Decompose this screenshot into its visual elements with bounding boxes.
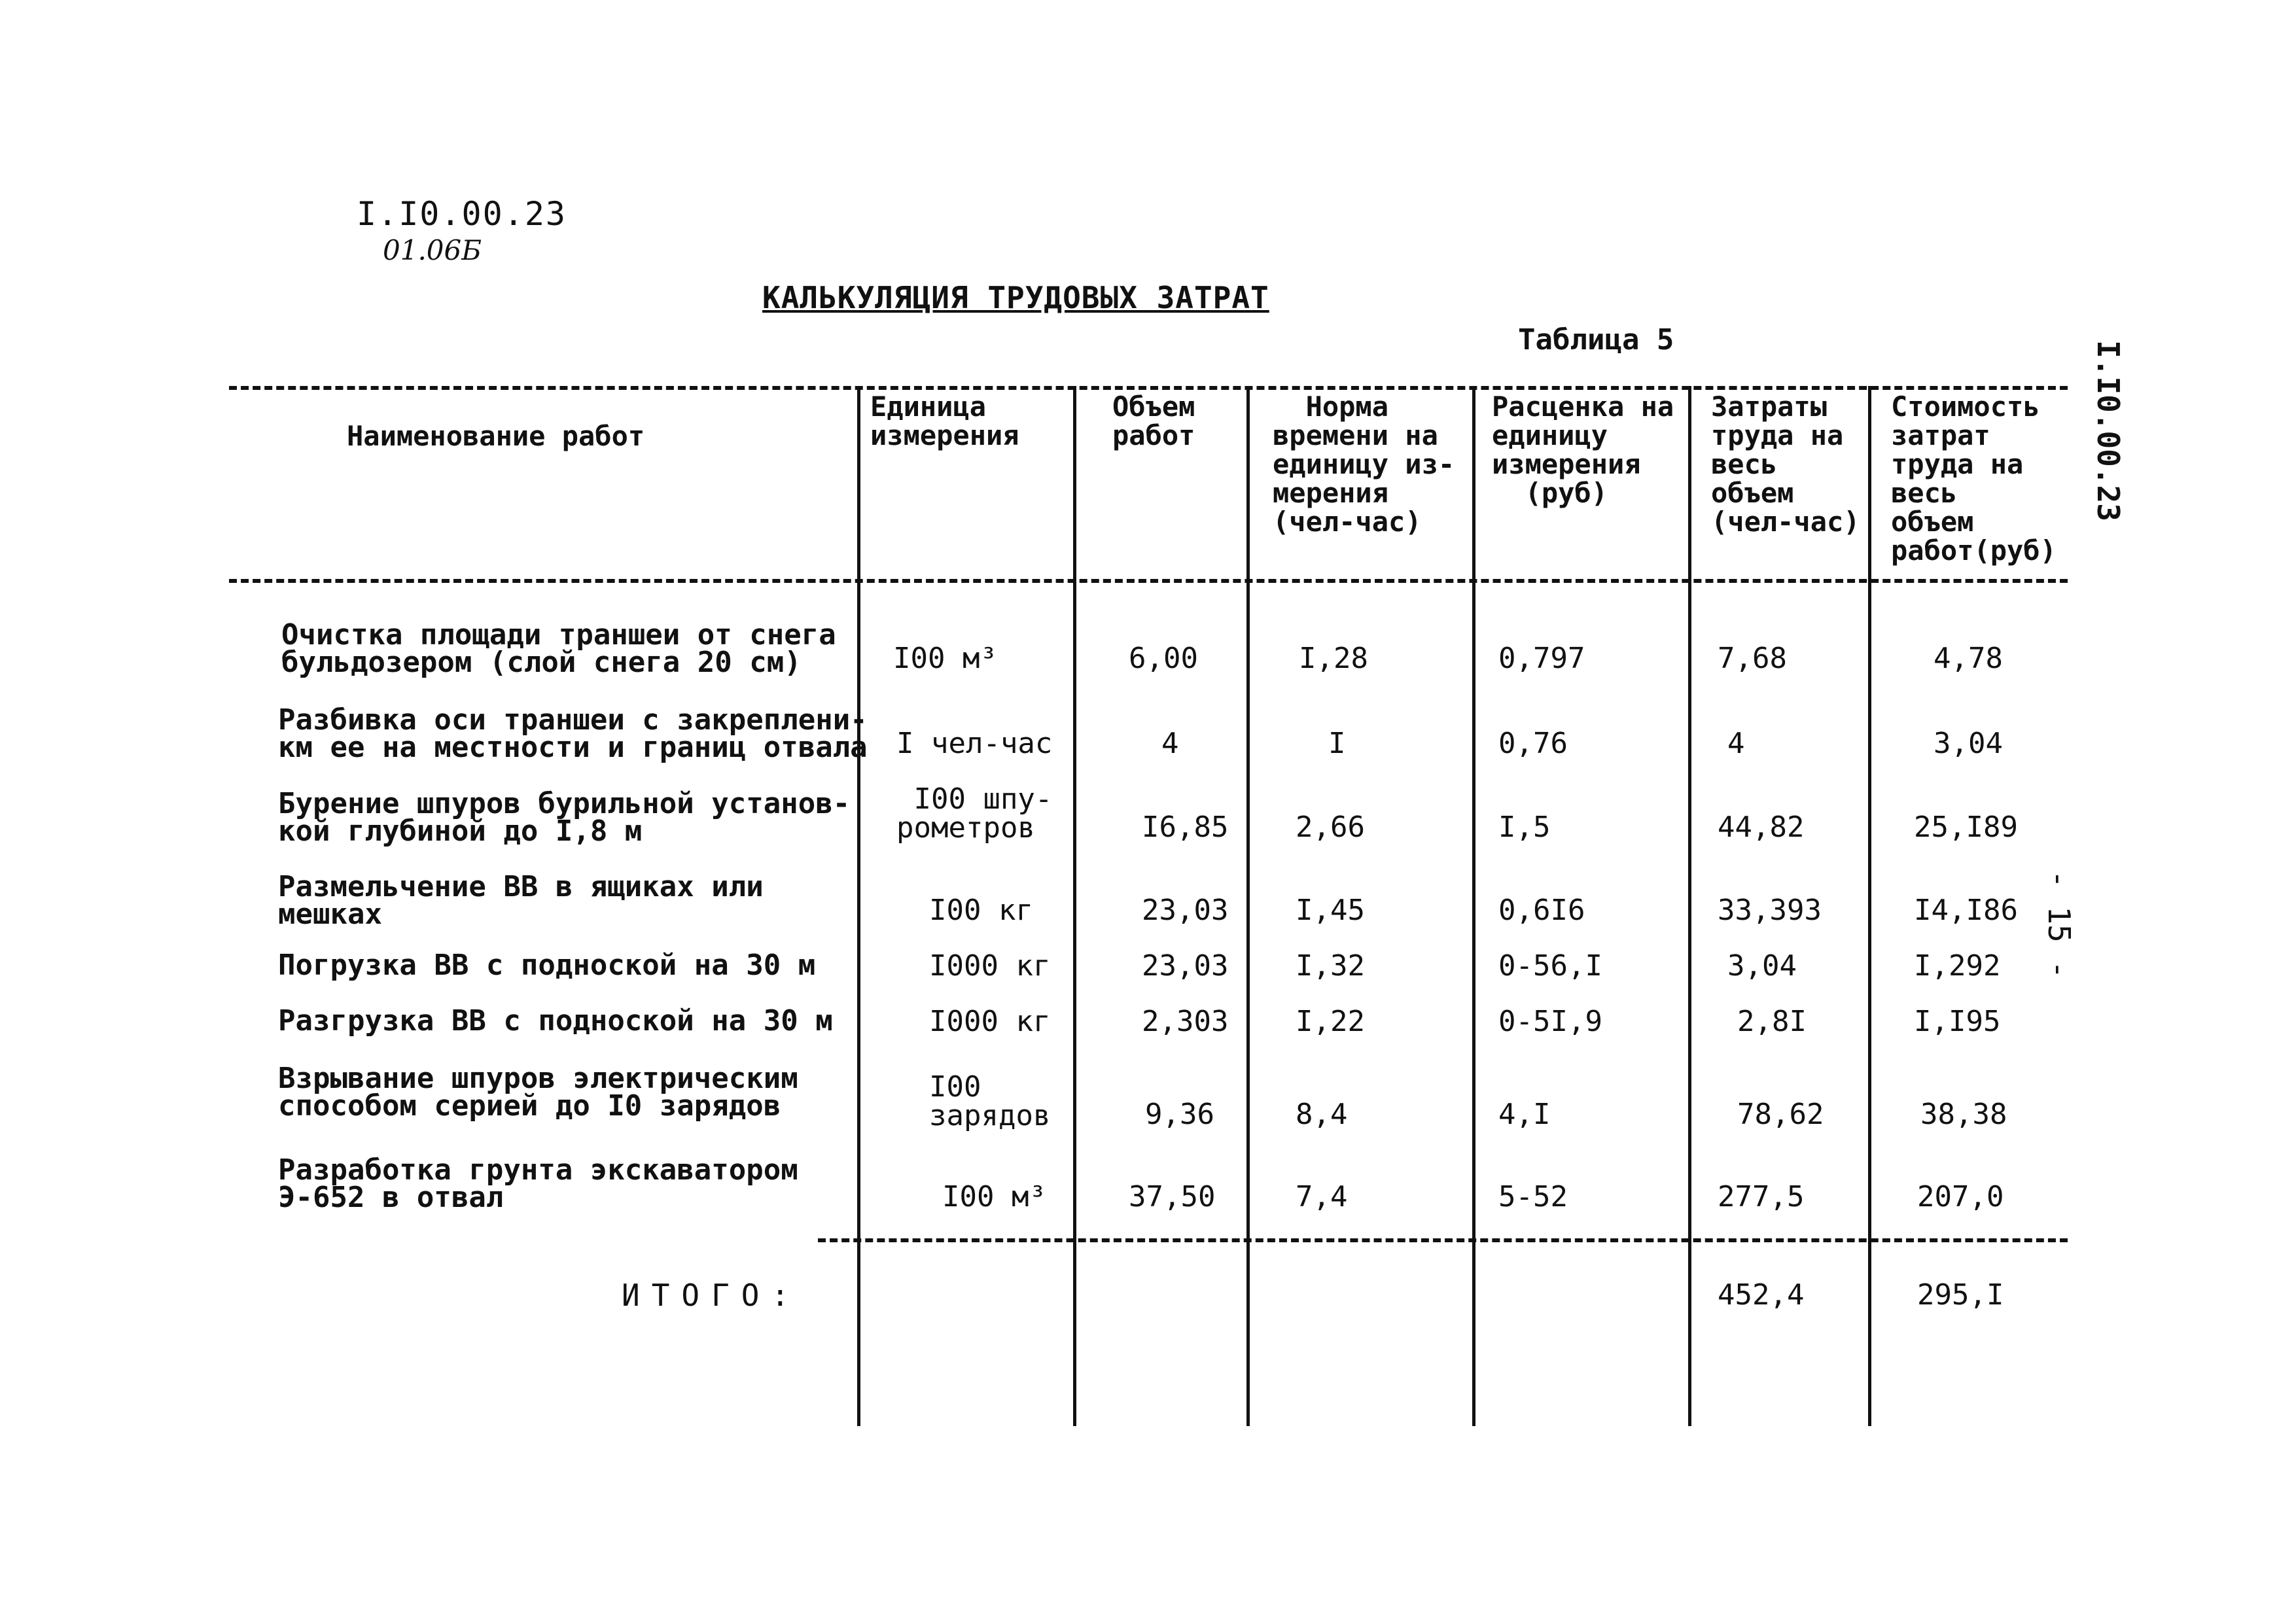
- labor-cell: 7,68: [1718, 642, 1787, 675]
- work-name-cell: Размельчение ВВ в ящиках или мешках: [278, 870, 764, 931]
- rate-cell: 0,76: [1498, 727, 1568, 760]
- labor-cell: 4: [1727, 727, 1745, 760]
- work-name-cell: Погрузка ВВ с подноской на 30 м: [278, 949, 816, 982]
- side-document-code: I.I0.00.23: [2091, 340, 2126, 521]
- unit-cell: I00 зарядов: [929, 1070, 1051, 1132]
- header-volume: Объем работ: [1112, 391, 1195, 451]
- labor-cell: 44,82: [1718, 811, 1805, 844]
- labor-cell: 3,04: [1727, 949, 1797, 983]
- volume-cell: 2,303: [1142, 1005, 1229, 1038]
- total-cost-cell: 295,I: [1917, 1278, 2004, 1312]
- rate-cell: 0,6I6: [1498, 894, 1585, 927]
- work-name-cell: Разбивка оси траншеи с закреплени- км ее на местности и границ отвала: [278, 703, 868, 764]
- rate-cell: 0-5I,9: [1498, 1005, 1602, 1038]
- total-label: ИТОГО:: [622, 1278, 802, 1313]
- work-name-cell: Бурение шпуров бурильной установ- кой глубиной до I,8 м: [278, 787, 851, 848]
- labor-cell: 78,62: [1737, 1098, 1824, 1131]
- unit-cell: I00 шпу- рометров: [896, 782, 1053, 845]
- rate-cell: 4,I: [1498, 1098, 1551, 1131]
- unit-cell: I чел-час: [896, 727, 1053, 760]
- header-time-norm: Норма времени на единицу из- мерения (чел-час): [1273, 391, 1455, 538]
- document-subcode: 01.06Б: [383, 234, 482, 266]
- unit-cell: I00 кг: [929, 894, 1033, 927]
- header-work-name: Наименование работ: [347, 420, 645, 452]
- cost-cell: 207,0: [1917, 1180, 2004, 1213]
- header-labor: Затраты труда на весь объем (чел-час): [1711, 391, 1860, 538]
- column-divider: [1688, 386, 1691, 1426]
- time-norm-cell: I: [1328, 727, 1346, 760]
- total-top-rule: [818, 1238, 2068, 1242]
- labor-cell: 33,393: [1718, 894, 1822, 927]
- document-title: КАЛЬКУЛЯЦИЯ ТРУДОВЫХ ЗАТРАТ: [762, 280, 1269, 315]
- cost-cell: 25,I89: [1914, 811, 2018, 844]
- header-cost: Стоимость затрат труда на весь объем работ(руб): [1891, 391, 2057, 567]
- unit-cell: I00 м³: [942, 1180, 1046, 1213]
- column-divider: [857, 386, 860, 1426]
- column-divider: [1073, 386, 1076, 1426]
- volume-cell: 9,36: [1145, 1098, 1214, 1131]
- work-name-cell: Очистка площади траншеи от снега бульдозером (слой снега 20 см): [281, 618, 836, 679]
- header-unit: Единица измерения: [870, 391, 1019, 451]
- time-norm-cell: I,22: [1296, 1005, 1365, 1038]
- cost-cell: I4,I86: [1914, 894, 2018, 927]
- labor-cell: 2,8I: [1737, 1005, 1807, 1038]
- time-norm-cell: 7,4: [1296, 1180, 1348, 1213]
- table-label: Таблица 5: [1518, 323, 1674, 357]
- rate-cell: 0-56,I: [1498, 949, 1602, 983]
- header-rate: Расценка на единицу измерения (руб): [1492, 391, 1674, 509]
- cost-cell: I,I95: [1914, 1005, 2001, 1038]
- work-name-cell: Взрывание шпуров электрическим способом серией до I0 зарядов: [278, 1062, 798, 1123]
- labor-cell: 277,5: [1718, 1180, 1805, 1213]
- unit-cell: I000 кг: [929, 949, 1051, 983]
- volume-cell: 23,03: [1142, 949, 1229, 983]
- volume-cell: I6,85: [1142, 811, 1229, 844]
- column-divider: [1868, 386, 1871, 1426]
- rate-cell: 5-52: [1498, 1180, 1568, 1213]
- page-number: - 15 -: [2041, 870, 2077, 979]
- table-top-rule: [229, 386, 2068, 390]
- rate-cell: 0,797: [1498, 642, 1585, 675]
- time-norm-cell: I,32: [1296, 949, 1365, 983]
- time-norm-cell: 2,66: [1296, 811, 1365, 844]
- volume-cell: 6,00: [1129, 642, 1198, 675]
- volume-cell: 37,50: [1129, 1180, 1216, 1213]
- work-name-cell: Разработка грунта экскаватором Э-652 в отвал: [278, 1153, 798, 1214]
- document-code: I.I0.00.23: [357, 195, 567, 233]
- volume-cell: 4: [1161, 727, 1179, 760]
- volume-cell: 23,03: [1142, 894, 1229, 927]
- cost-cell: I,292: [1914, 949, 2001, 983]
- unit-cell: I00 м³: [893, 642, 997, 675]
- cost-cell: 3,04: [1934, 727, 2003, 760]
- time-norm-cell: I,45: [1296, 894, 1365, 927]
- column-divider: [1472, 386, 1475, 1426]
- header-bottom-rule: [229, 579, 2068, 583]
- column-divider: [1246, 386, 1250, 1426]
- total-labor-cell: 452,4: [1718, 1278, 1805, 1312]
- cost-cell: 38,38: [1920, 1098, 2007, 1131]
- time-norm-cell: 8,4: [1296, 1098, 1348, 1131]
- work-name-cell: Разгрузка ВВ с подноской на 30 м: [278, 1004, 833, 1038]
- cost-cell: 4,78: [1934, 642, 2003, 675]
- rate-cell: I,5: [1498, 811, 1551, 844]
- time-norm-cell: I,28: [1299, 642, 1368, 675]
- unit-cell: I000 кг: [929, 1005, 1051, 1038]
